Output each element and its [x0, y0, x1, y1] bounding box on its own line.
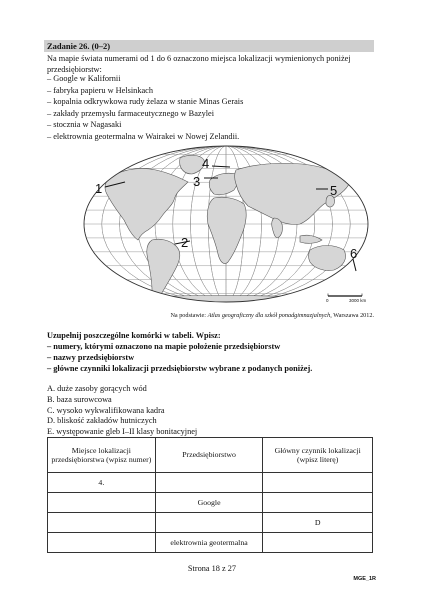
instruction-item: – główne czynniki lokalizacji przedsiębiorstw wybrane z podanych poniżej. [47, 363, 312, 374]
instruction-title: Uzupełnij poszczególne komórki w tabeli. Wpisz: [47, 331, 221, 340]
factor-item: D. bliskość zakładów hutniczych [47, 416, 157, 426]
task-intro: Na mapie świata numerami od 1 do 6 oznaczono miejsca lokalizacji wymienionych poniżej przedsiębiorstw: [47, 54, 351, 74]
map-label-4: 4 [202, 156, 210, 171]
cell-company[interactable]: Google [155, 493, 263, 513]
location-item: – zakłady przemysłu farmaceutycznego w Bazylei [47, 108, 243, 120]
cell-number[interactable] [48, 493, 156, 513]
map-graticule [78, 140, 378, 312]
instruction-item: – numery, którymi oznaczono na mapie położenie przedsiębiorstw [47, 341, 312, 352]
exam-code: MGE_1R [353, 576, 376, 582]
scale-bar [326, 294, 367, 304]
scale-zero: 0 [326, 298, 329, 303]
answer-table [47, 437, 373, 553]
world-map [78, 140, 378, 312]
factor-item: C. wysoko wykwalifikowana kadra [47, 405, 165, 415]
factor-item: E. występowanie gleb I–II klasy bonitacyjnej [47, 427, 198, 437]
cell-number[interactable] [48, 533, 156, 553]
factor-item: B. baza surowcowa [47, 394, 112, 404]
cell-factor[interactable]: D [263, 513, 373, 533]
location-item: – Google w Kalifornii [47, 73, 243, 85]
location-item: – elektrownia geotermalna w Wairakei w Nowej Zelandii. [47, 131, 243, 143]
cell-company[interactable] [155, 473, 263, 493]
header-company: Przedsiębiorstwo [155, 438, 263, 473]
table-row [48, 533, 373, 553]
map-label-3: 3 [193, 174, 201, 189]
new-zealand-shape [354, 267, 361, 279]
cell-company[interactable] [155, 513, 263, 533]
instruction-list [47, 341, 312, 374]
table-row [48, 493, 373, 513]
cell-factor[interactable] [263, 473, 373, 493]
map-label-1: 1 [95, 181, 103, 196]
header-location-number: Miejsce lokalizacji przedsiębiorstwa (wpisz numer) [48, 438, 156, 473]
instruction-item: – nazwy przedsiębiorstw [47, 352, 312, 363]
header-location-factor: Główny czynnik lokalizacji (wpisz literę) [263, 438, 373, 473]
table-row [48, 473, 373, 493]
map-label-5: 5 [330, 183, 338, 198]
factor-item: A. duże zasoby gorących wód [47, 384, 147, 393]
scale-distance: 3000 km [349, 298, 367, 303]
cell-number[interactable] [48, 513, 156, 533]
cell-number[interactable]: 4. [48, 473, 156, 493]
antarctica-shape [98, 296, 358, 313]
location-item: – fabryka papieru w Helsinkach [47, 85, 243, 97]
map-source: Na podstawie: Atlas geograficzny dla szkół ponadgimnazjalnych, Warszawa 2012. [170, 312, 374, 319]
cell-factor[interactable] [263, 493, 373, 513]
location-item: – stocznia w Nagasaki [47, 119, 243, 131]
map-label-6: 6 [350, 246, 358, 261]
task-title: Zadanie 26. (0–2) [47, 41, 111, 51]
table-header-row [48, 438, 373, 473]
table-row [48, 513, 373, 533]
cell-company[interactable]: elektrownia geotermalna [155, 533, 263, 553]
cell-factor[interactable] [263, 533, 373, 553]
location-item: – kopalnia odkrywkowa rudy żelaza w stanie Minas Gerais [47, 96, 243, 108]
page-number: Strona 18 z 27 [187, 564, 237, 573]
map-label-2: 2 [181, 235, 189, 250]
location-list [47, 73, 243, 142]
factor-list [47, 384, 197, 438]
